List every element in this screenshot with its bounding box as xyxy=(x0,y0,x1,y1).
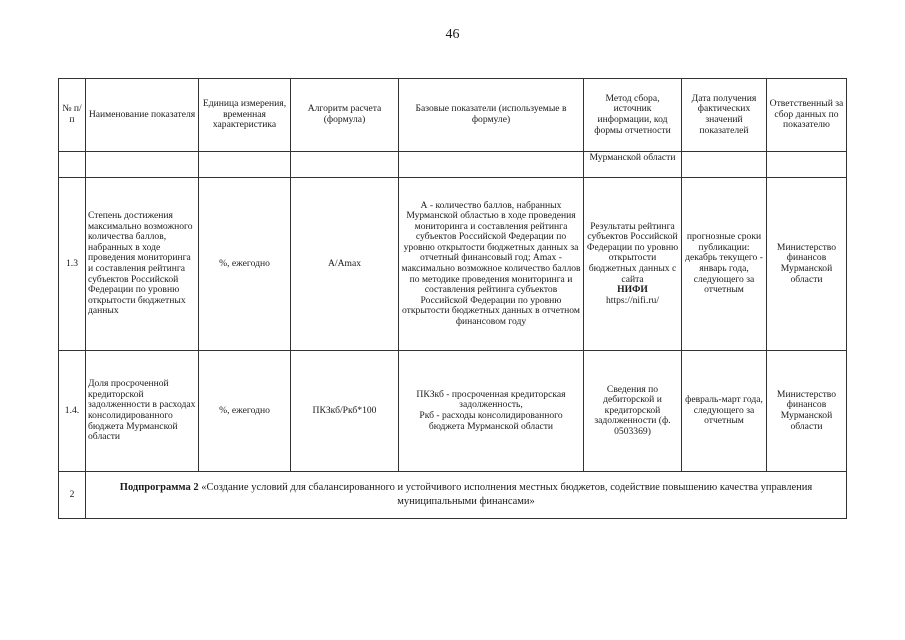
method-url[interactable]: https://nifi.ru/ xyxy=(605,294,660,306)
indicators-table xyxy=(58,78,847,519)
base-cell xyxy=(399,351,584,472)
subprogram-title xyxy=(86,472,847,519)
row-num: 1.3 xyxy=(59,178,86,351)
unit-cell: %, ежегодно xyxy=(199,351,291,472)
algorithm-cell: ПКЗкб/Ркб*100 xyxy=(291,351,399,472)
date-cell: февраль-март года, следующего за отчетным xyxy=(682,351,767,472)
header-unit: Единица измерения, временная характеристика xyxy=(199,79,291,152)
table-row xyxy=(59,178,847,351)
header-responsible: Ответственный за сбор данных по показателю xyxy=(767,79,847,152)
subprogram-row xyxy=(59,472,847,519)
page-number: 46 xyxy=(445,27,460,42)
continuation-method-cell: Мурманской области xyxy=(584,152,682,178)
method-cell: Сведения по дебиторской и кредиторской задолженности (ф. 0503369) xyxy=(584,351,682,472)
unit-cell: %, ежегодно xyxy=(199,178,291,351)
table-row xyxy=(59,351,847,472)
indicator-name: Степень достижения максимально возможного количества баллов, набранных в ходе проведения мониторинга и составления рейтинга субъектов Российской Федерации по уровню открытости бюджетных данных xyxy=(86,178,199,351)
header-num: № п/п xyxy=(59,79,86,152)
algorithm-cell: А/Аmax xyxy=(291,178,399,351)
subprogram-num: 2 xyxy=(59,472,86,519)
method-nifi: НИФИ xyxy=(617,284,648,296)
responsible-cell: Министерство финансов Мурманской области xyxy=(767,351,847,472)
base-cell: А - количество баллов, набранных Мурманской областью в ходе проведения мониторинга и составления рейтинга субъектов Российской Федерации по уровню открытости бюджетных данных за отчетный финансовый год; Аmax - максимально возможное количество баллов по методике проведения мониторинга и составления рейтинга субъектов Российской Федерации по уровню открытости бюджетных данных в отчетном финансовом году xyxy=(399,178,584,351)
subprogram-label: Подпрограмма 2 xyxy=(119,482,199,494)
header-date: Дата получения фактических значений показателей xyxy=(682,79,767,152)
responsible-cell: Министерство финансов Мурманской области xyxy=(767,178,847,351)
date-cell: прогнозные сроки публикации: декабрь текущего - январь года, следующего за отчетным xyxy=(682,178,767,351)
continuation-row xyxy=(59,152,847,178)
row-num: 1.4. xyxy=(59,351,86,472)
method-text: Результаты рейтинга субъектов Российской Федерации по уровню открытости бюджетных данных с сайта xyxy=(586,220,679,285)
table-header-row xyxy=(59,79,847,152)
header-algorithm: Алгоритм расчета (формула) xyxy=(291,79,399,152)
base-line-1: ПКЗкб - просроченная кредиторская задолженность, xyxy=(416,388,566,411)
method-cell xyxy=(584,178,682,351)
base-line-2: Ркб - расходы консолидированного бюджета Мурманской области xyxy=(419,410,563,432)
indicator-name: Доля просроченной кредиторской задолженности в расходах консолидированного бюджета Мурманской области xyxy=(86,351,199,472)
subprogram-description: «Создание условий для сбалансированного и устойчивого исполнения местных бюджетов, содействие повышению качества управления муниципальными финансами» xyxy=(198,482,813,507)
header-base: Базовые показатели (используемые в формуле) xyxy=(399,79,584,152)
header-method: Метод сбора, источник информации, код формы отчетности xyxy=(584,79,682,152)
header-name: Наименование показателя xyxy=(86,79,199,152)
